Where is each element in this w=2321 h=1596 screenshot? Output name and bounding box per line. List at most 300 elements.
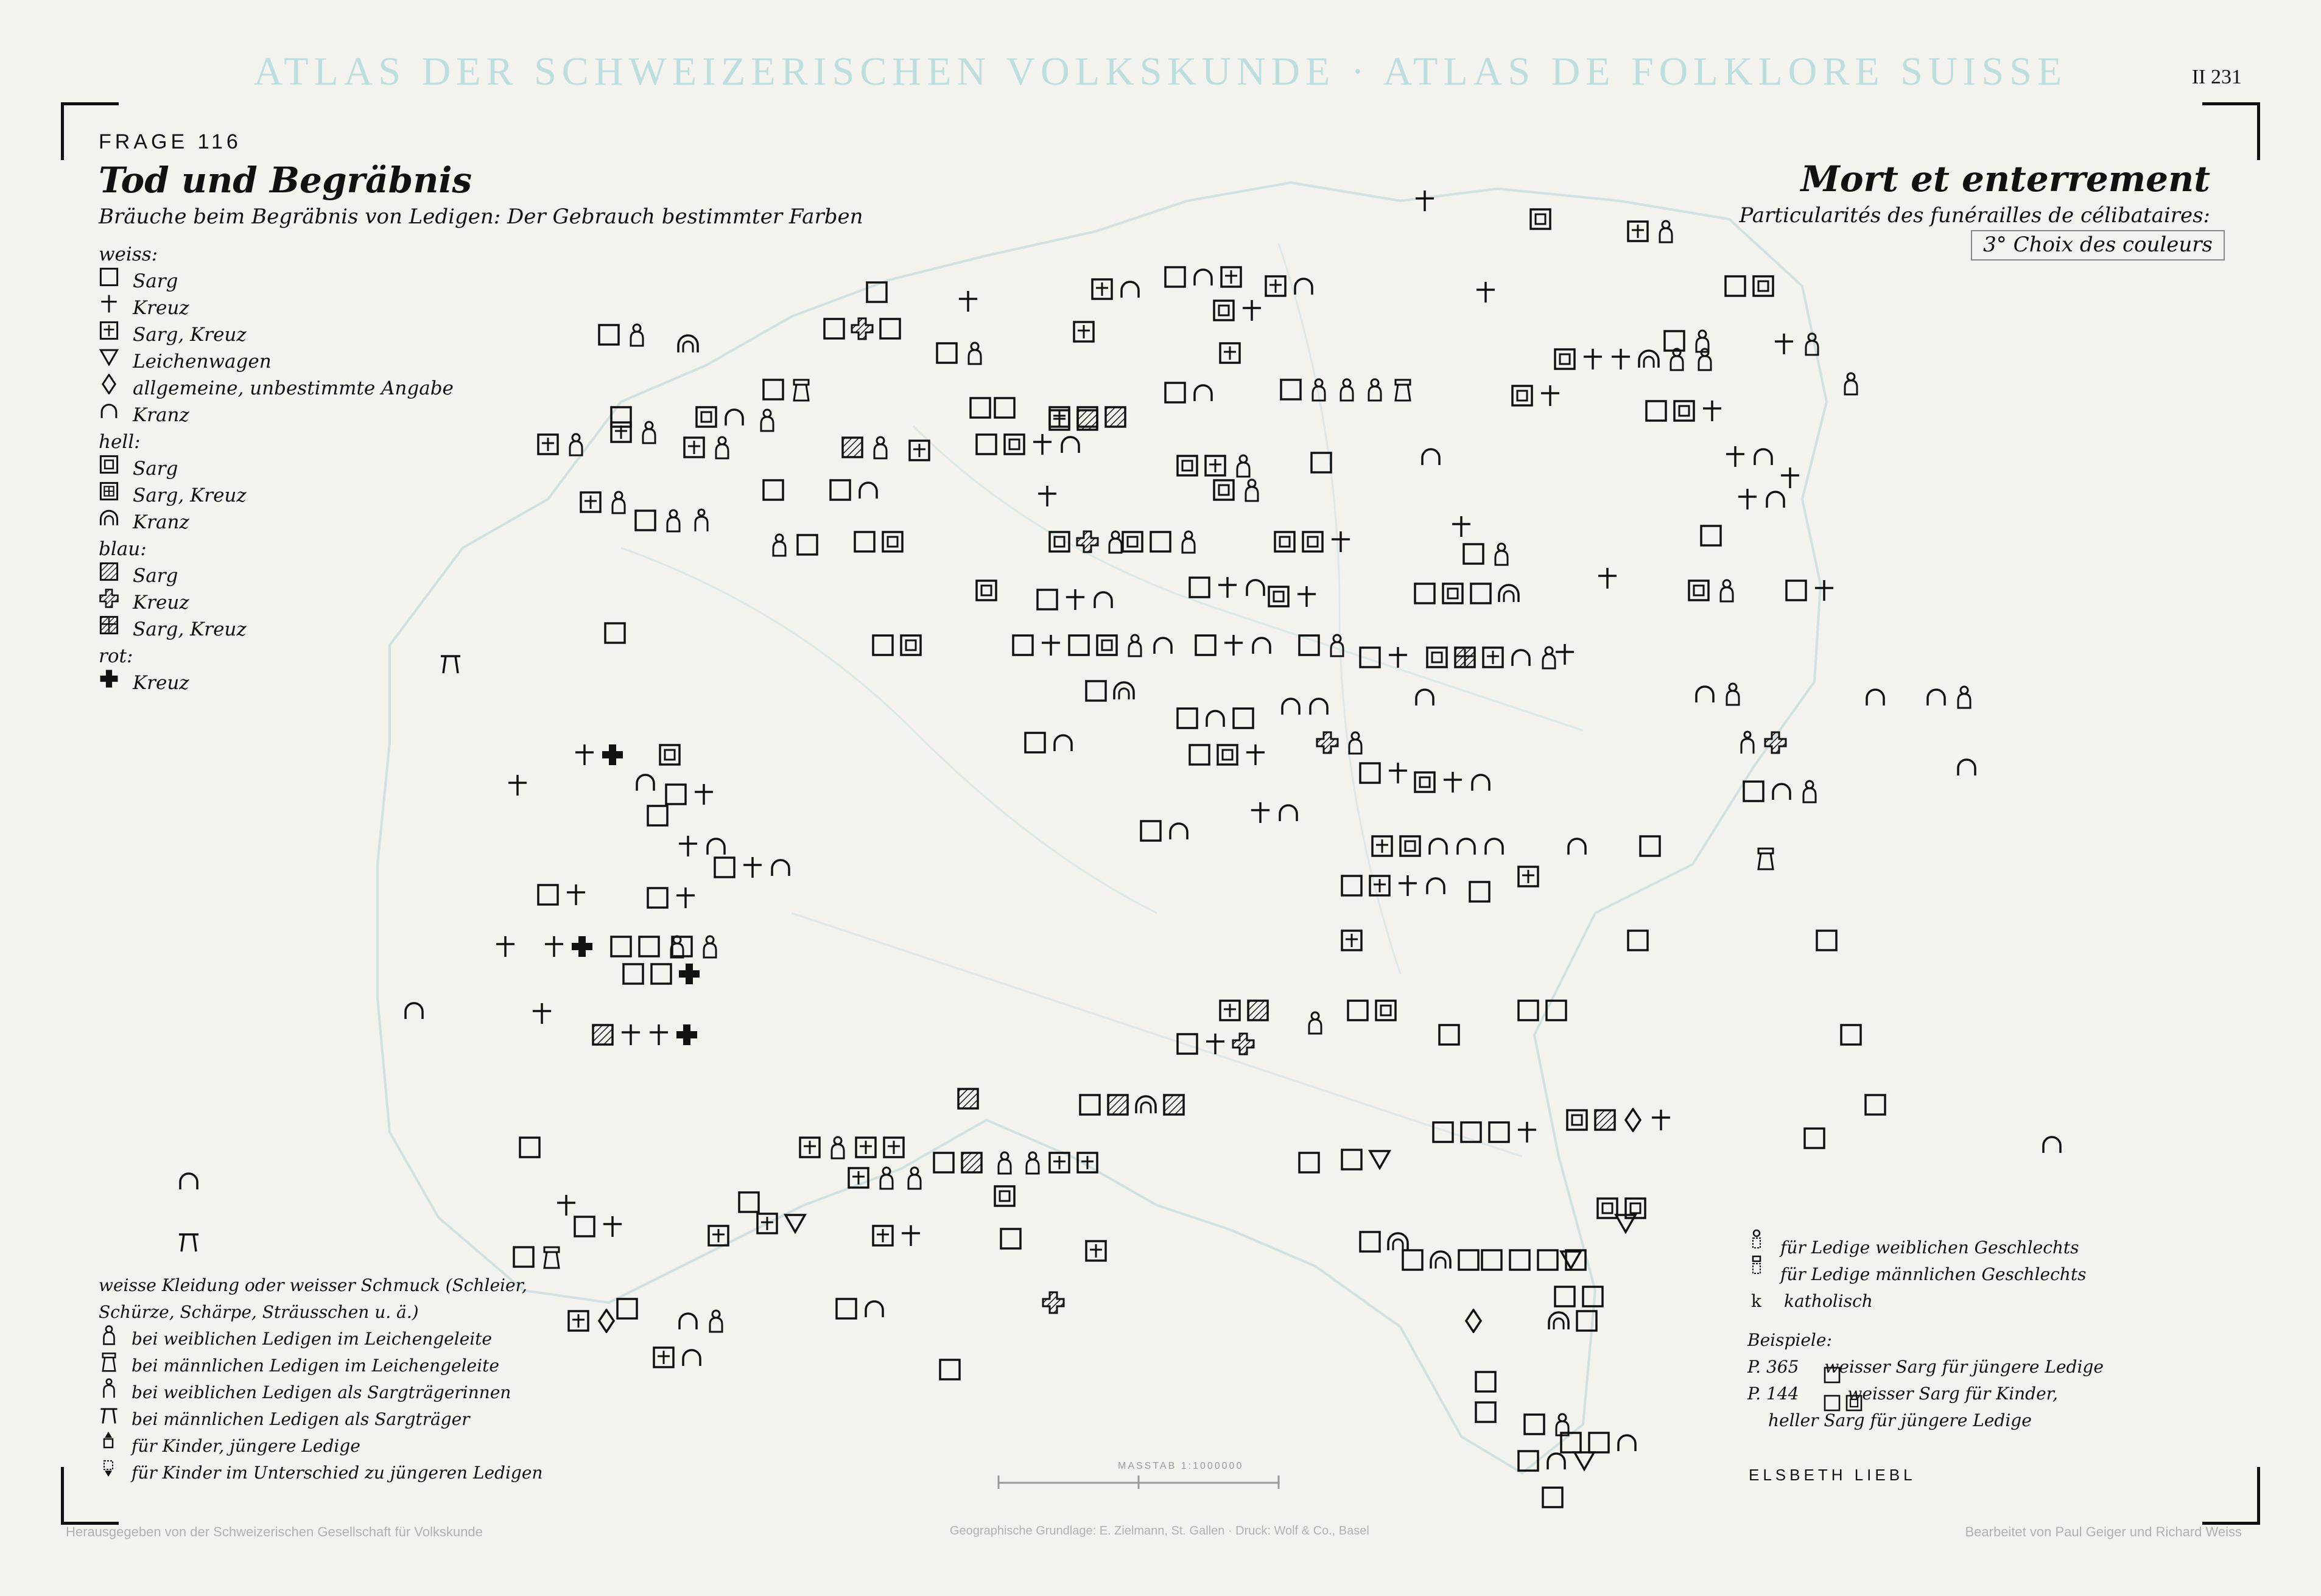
map-marker-lbox [1123, 532, 1142, 551]
map-marker-group [1786, 580, 1833, 601]
legend-white-coffin-cross: Sarg, Kreuz [133, 324, 247, 346]
map-marker-box [1234, 709, 1253, 728]
legend-children-diff: für Kinder im Unterschied zu jüngeren Ledigen [132, 1463, 543, 1483]
map-marker-lbox [1214, 480, 1234, 500]
map-marker-bbox [1106, 407, 1125, 427]
map-marker-boxcross [800, 1138, 820, 1157]
map-marker-group [1758, 849, 1773, 869]
map-marker-group [1427, 647, 1555, 668]
map-marker-wreath [637, 775, 654, 791]
map-marker-lbox [1214, 301, 1234, 320]
map-marker-box [764, 480, 783, 500]
map-marker-group [1299, 1153, 1319, 1172]
map-marker-group [1282, 699, 1327, 715]
map-marker-group [1665, 331, 1708, 352]
map-marker-lbox [1531, 209, 1550, 229]
map-marker-group [800, 1137, 904, 1158]
map-marker-fmourn [643, 422, 655, 443]
map-marker-group [843, 437, 887, 458]
example-1-text: weisser Sarg für jüngere Ledige [1824, 1357, 2104, 1377]
map-marker-cross [1775, 334, 1793, 354]
map-marker-mbear [179, 1234, 198, 1251]
map-marker-cross [1243, 300, 1261, 321]
map-marker-group [999, 1152, 1039, 1174]
map-marker-box [880, 319, 900, 338]
map-marker-hearse [785, 1215, 805, 1232]
map-marker-rcross [676, 1024, 697, 1045]
map-marker-fmourn [1845, 373, 1857, 394]
map-marker-cross [1224, 635, 1243, 656]
map-marker-wreath [1122, 282, 1139, 298]
map-marker-group [679, 1311, 722, 1332]
map-marker-group [648, 806, 667, 825]
map-marker-group [1123, 531, 1195, 553]
map-marker-group [1281, 379, 1410, 401]
map-marker-fbear [1741, 732, 1754, 754]
map-marker-box [1360, 763, 1380, 783]
map-marker-boxcross [538, 435, 558, 454]
map-marker-box [1281, 380, 1301, 399]
map-marker-cross [557, 1195, 575, 1216]
catholic-label: katholisch [1784, 1291, 1873, 1311]
map-marker-fmourn [874, 437, 887, 458]
example-1-prefix: P. 365 [1747, 1357, 1799, 1377]
map-marker-group [764, 480, 783, 500]
map-marker-wreath [1282, 699, 1299, 715]
map-marker-wreath [1472, 775, 1489, 791]
map-marker-lbox [1427, 648, 1447, 667]
map-marker-box [1701, 526, 1721, 545]
map-marker-box [1646, 401, 1666, 421]
map-marker-box [1165, 383, 1185, 402]
map-marker-wreath [1958, 760, 1975, 775]
map-marker-box [971, 398, 990, 418]
map-marker-group [1038, 589, 1112, 610]
map-marker-fmourn [880, 1167, 893, 1189]
map-marker-group [1866, 1095, 1885, 1115]
map-marker-group [1165, 383, 1212, 402]
map-marker-box [995, 398, 1014, 418]
map-marker-group [855, 532, 902, 551]
map-marker-group [545, 936, 592, 957]
map-marker-wreath [1486, 839, 1503, 855]
map-marker-box [1190, 745, 1209, 765]
map-marker-lbox [1269, 587, 1288, 606]
map-marker-group [1470, 882, 1489, 901]
map-marker-lwreath [1549, 1312, 1568, 1329]
map-marker-box [1665, 331, 1684, 351]
map-marker-box [1459, 1250, 1478, 1270]
map-marker-cross [496, 936, 514, 957]
map-marker-cross [1389, 763, 1407, 783]
map-marker-group [1928, 687, 1970, 708]
map-marker-boxcross [910, 441, 929, 460]
country-outline [377, 183, 1827, 1473]
map-marker-boxcross [884, 1138, 904, 1157]
map-marker-group [1775, 334, 1818, 355]
map-marker-wreath [679, 1314, 697, 1329]
map-marker-bcross [1043, 1292, 1064, 1313]
map-marker-group [180, 1174, 197, 1189]
map-marker-cross [1033, 434, 1052, 455]
map-marker-lbox [1598, 1199, 1617, 1218]
example-2-prefix: P. 144 [1747, 1384, 1799, 1404]
map-marker-lbox [1376, 1001, 1396, 1020]
map-marker-bbox [1164, 1095, 1184, 1115]
map-marker-box [1151, 532, 1170, 551]
map-marker-group [1086, 1241, 1106, 1261]
legend-female: für Ledige weiblichen Geschlechts [1780, 1237, 2079, 1258]
map-marker-group [520, 1138, 539, 1157]
map-marker-bboxcross [1455, 648, 1475, 667]
map-marker-group [575, 744, 623, 765]
subtitle-german: Bräuche beim Begräbnis von Ledigen: Der Gebrauch bestimmter Farben [99, 205, 863, 229]
map-marker-lbox [697, 407, 716, 427]
map-marker-cross [567, 884, 585, 905]
choice-box: 3° Choix des couleurs [1971, 230, 2225, 261]
map-marker-group [1841, 1025, 1861, 1045]
map-marker-box [764, 380, 783, 399]
map-marker-group [764, 380, 809, 401]
legend-male-mourners: bei männlichen Ledigen im Leichengeleite [132, 1356, 499, 1376]
map-marker-group [937, 343, 981, 364]
map-marker-box [1080, 1095, 1100, 1115]
map-marker-group [1781, 467, 1799, 488]
map-marker-group [971, 398, 990, 418]
map-marker-box [1178, 1034, 1197, 1054]
map-marker-bcross [1765, 732, 1786, 753]
map-marker-boxcross [1628, 222, 1648, 241]
map-marker-fmourn [1671, 349, 1683, 370]
map-marker-fmourn [667, 510, 679, 531]
map-marker-boxcross [1266, 276, 1285, 296]
map-marker-bcross [1317, 732, 1338, 753]
map-marker-fmourn [716, 437, 728, 458]
map-marker-group [569, 1310, 614, 1332]
map-marker-wreath [1755, 449, 1772, 465]
map-marker-group [715, 857, 789, 878]
map-marker-group [958, 1089, 978, 1108]
map-marker-fmourn [832, 1137, 844, 1158]
map-marker-lbox [1400, 836, 1420, 856]
page-number: II 231 [2191, 66, 2242, 88]
map-marker-group [684, 437, 728, 458]
map-marker-group [1476, 1372, 1495, 1391]
map-marker-group [940, 1360, 960, 1379]
map-marker-group [1086, 681, 1134, 701]
map-marker-cross [1452, 516, 1470, 537]
map-marker-group [1598, 568, 1617, 589]
subtitle-french: Particularités des funérailles de célibataires: [1739, 203, 2210, 228]
map-marker-box [1141, 821, 1160, 841]
map-marker-boxcross [1220, 1001, 1240, 1020]
map-marker-box [617, 1299, 637, 1318]
map-marker-group [761, 410, 773, 431]
author: ELSBETH LIEBL [1749, 1466, 1916, 1484]
map-marker-group [830, 480, 877, 500]
map-marker-box [1519, 1001, 1538, 1020]
map-marker-group [1165, 267, 1241, 287]
map-marker-group [709, 1226, 728, 1245]
map-marker-group [1416, 690, 1433, 705]
map-marker-box [1165, 267, 1185, 287]
map-marker-box [599, 325, 619, 345]
legend-white-cross: Kreuz [133, 297, 189, 319]
map-marker-wreath [1195, 270, 1212, 285]
map-marker-group [1531, 209, 1550, 229]
map-marker-group [1269, 586, 1316, 607]
map-marker-group [1567, 1109, 1670, 1131]
map-marker-group [1568, 839, 1585, 855]
map-marker-group [1555, 349, 1711, 370]
map-marker-group [1561, 1433, 1635, 1452]
map-marker-wreath [180, 1174, 197, 1189]
map-marker-wreath [1422, 449, 1439, 465]
map-marker-box [611, 937, 631, 956]
map-marker-box [739, 1192, 759, 1212]
map-marker-mmourn [1758, 849, 1773, 869]
map-marker-diamond [1466, 1310, 1481, 1332]
map-marker-lwreath [1639, 351, 1659, 368]
map-marker-group [1348, 1001, 1396, 1020]
map-marker-box [855, 532, 874, 551]
map-marker-lbox [977, 581, 996, 600]
map-marker-group [1360, 763, 1407, 783]
map-marker-box [1470, 882, 1489, 901]
legend-female-mourners: bei weiblichen Ledigen im Leichengeleite [132, 1329, 493, 1349]
example-2-line2: heller Sarg für jüngere Ledige [1768, 1410, 2032, 1430]
title-german: Tod und Begräbnis [99, 159, 472, 201]
footer-publisher: Herausgegeben von der Schweizerischen Gesellschaft für Volkskunde [66, 1524, 483, 1539]
map-marker-fmourn [969, 343, 981, 364]
map-marker-lbox [901, 635, 921, 655]
map-marker-group [977, 581, 996, 600]
map-marker-wreath [1295, 279, 1312, 295]
map-marker-group [581, 492, 625, 513]
map-marker-bcross [1233, 1034, 1254, 1054]
map-marker-group [538, 434, 582, 455]
map-marker-group [959, 291, 977, 312]
map-marker-box [666, 785, 686, 804]
map-marker-group [1512, 385, 1559, 406]
map-marker-group [1342, 1150, 1389, 1169]
legend-light-coffin: Sarg [133, 458, 178, 480]
legend-blue-coffin-cross: Sarg, Kreuz [133, 618, 247, 640]
map-marker-box [605, 623, 625, 643]
map-marker-group [1050, 531, 1122, 553]
map-marker-box [1086, 681, 1106, 701]
map-marker-group [533, 1003, 551, 1024]
map-marker-boxcross [1519, 867, 1538, 886]
map-marker-group [1556, 644, 1574, 665]
map-marker-boxcross [611, 422, 631, 442]
map-marker-group [837, 1299, 883, 1318]
map-marker-group [873, 1225, 920, 1246]
legend-clothing-line1: weisse Kleidung oder weisser Schmuck (Schleier, [99, 1275, 527, 1295]
map-marker-wreath [1430, 839, 1447, 855]
map-marker-cross [533, 1003, 551, 1024]
map-marker-box [1482, 1250, 1501, 1270]
map-marker-box [1342, 876, 1361, 895]
map-marker-box [937, 343, 957, 363]
map-marker-group [1422, 449, 1439, 465]
map-marker-cross [603, 1216, 622, 1237]
map-marker-group [617, 1299, 637, 1318]
map-marker-boxcross [1221, 267, 1241, 287]
map-marker-fmourn [613, 492, 625, 513]
map-marker-cross [545, 936, 563, 957]
map-marker-box [1805, 1129, 1824, 1148]
map-marker-mmourn [794, 380, 809, 401]
atlas-title: ATLAS DER SCHWEIZERISCHEN VOLKSKUNDE · ATLAS DE FOLKLORE SUISSE [253, 49, 2068, 94]
map-marker-cross [1738, 489, 1757, 509]
question-number: FRAGE 116 [99, 130, 242, 153]
legend-general-statement: allgemeine, unbestimmte Angabe [133, 377, 454, 399]
map-marker-group [666, 784, 713, 805]
map-marker-box [1476, 1372, 1495, 1391]
map-marker-box [824, 319, 844, 338]
map-marker-boxcross [709, 1226, 728, 1245]
map-marker-group [1220, 343, 1240, 363]
map-marker-group [1178, 455, 1249, 477]
map-marker-cross [1541, 385, 1559, 406]
map-marker-cross [1518, 1122, 1536, 1143]
map-marker-group [1415, 584, 1519, 603]
map-marker-wreath [1767, 492, 1784, 508]
map-marker-fmourn [1369, 379, 1381, 401]
map-marker-wreath [1928, 690, 1945, 705]
map-marker-group [636, 509, 708, 531]
legend-children: für Kinder, jüngere Ledige [132, 1436, 360, 1456]
map-marker-box [873, 635, 893, 655]
map-marker-boxcross [873, 1226, 893, 1245]
map-marker-group [1074, 322, 1094, 341]
map-marker-cross [1042, 635, 1060, 656]
map-marker-group [406, 1003, 423, 1019]
map-marker-group [1543, 1488, 1562, 1507]
map-marker-group [605, 623, 625, 643]
map-marker-box [636, 511, 655, 530]
map-marker-box [837, 1299, 856, 1318]
legend-blue-cross: Kreuz [133, 592, 189, 614]
map-marker-lwreath [1388, 1233, 1408, 1250]
map-marker-wreath [2043, 1137, 2060, 1153]
map-marker-box [1555, 1287, 1575, 1306]
map-marker-group [660, 745, 679, 765]
map-marker-group [1452, 516, 1470, 537]
map-marker-cross [1612, 349, 1630, 369]
map-marker-box [1025, 733, 1045, 752]
map-marker-box [1415, 584, 1434, 603]
map-marker-group [179, 1234, 198, 1251]
legend-light-coffin-cross: Sarg, Kreuz [133, 485, 247, 506]
map-marker-group [1696, 684, 1739, 705]
map-marker-wreath [1247, 580, 1264, 596]
map-marker-group [1309, 1012, 1321, 1034]
map-marker-lwreath [1136, 1096, 1156, 1113]
map-marker-fmourn [1721, 580, 1733, 601]
map-marker-rcross [602, 744, 623, 765]
map-marker-group [1439, 1025, 1459, 1045]
map-marker-group [1178, 709, 1253, 728]
map-marker-group [1141, 821, 1187, 841]
map-marker-boxcross [757, 1214, 777, 1233]
map-marker-group [995, 398, 1014, 418]
map-marker-box [1464, 544, 1483, 564]
map-marker-group [1080, 1095, 1184, 1115]
map-marker-wreath [1458, 839, 1475, 855]
map-marker-rcross [572, 936, 592, 957]
map-marker-lbox [1218, 745, 1237, 765]
map-marker-group [1628, 931, 1648, 950]
map-marker-lbox [1178, 456, 1197, 475]
map-marker-box [1476, 1402, 1495, 1422]
map-marker-cross [1218, 577, 1237, 598]
map-marker-box [1628, 931, 1648, 950]
map-marker-cross [575, 744, 594, 765]
map-marker-wreath [1416, 690, 1433, 705]
map-marker-group [1464, 544, 1508, 565]
map-marker-group [1416, 191, 1434, 211]
map-marker-cross [1556, 644, 1574, 665]
map-marker-diamond [1626, 1109, 1640, 1131]
map-marker-box [575, 1217, 594, 1236]
map-marker-group [1025, 733, 1072, 752]
map-marker-group [1220, 1001, 1268, 1020]
map-marker-cross [1332, 531, 1350, 552]
legend-clothing-line2: Schürze, Schärpe, Sträusschen u. ä.) [99, 1302, 419, 1322]
map-marker-group [1403, 1250, 1478, 1270]
map-marker-boxcross [684, 438, 704, 457]
map-marker-fmourn [1341, 379, 1353, 401]
map-marker-box [798, 535, 817, 555]
map-marker-fbear [695, 509, 708, 531]
map-marker-group [1958, 760, 1975, 775]
map-marker-wreath [772, 860, 789, 876]
map-marker-group [1689, 580, 1733, 601]
map-marker-cross [695, 784, 713, 805]
map-marker-group [1342, 875, 1444, 896]
example-2 [1747, 1381, 2174, 1407]
map-marker-mmourn [544, 1247, 559, 1268]
map-marker-box [1342, 1150, 1361, 1169]
map-marker-wreath [1512, 650, 1529, 666]
map-marker-group [1805, 1129, 1824, 1148]
map-marker-fmourn [1129, 635, 1141, 656]
map-marker-group [1372, 836, 1503, 856]
map-marker-cross [1444, 772, 1462, 793]
map-marker-fmourn [570, 434, 582, 455]
example-1 [1747, 1354, 2174, 1381]
map-marker-fmourn [1309, 1012, 1321, 1034]
map-marker-group [977, 434, 1079, 455]
map-marker-wreath [860, 483, 877, 499]
map-marker-lbox [1097, 635, 1117, 655]
map-marker-fmourn [773, 534, 785, 556]
map-marker-boxcross [1342, 931, 1361, 950]
map-marker-group [1867, 690, 1884, 705]
map-marker-cross [508, 775, 527, 796]
map-marker-boxcross [1372, 836, 1392, 856]
map-marker-bbox [962, 1153, 981, 1172]
map-marker-rcross [679, 964, 700, 984]
map-marker-cross [1206, 1034, 1224, 1054]
map-marker-fmourn [710, 1311, 722, 1332]
map-marker-wreath [1310, 699, 1327, 715]
map-marker-cross [743, 857, 762, 878]
map-marker-wreath [1548, 1454, 1565, 1469]
map-marker-group [739, 1192, 759, 1212]
